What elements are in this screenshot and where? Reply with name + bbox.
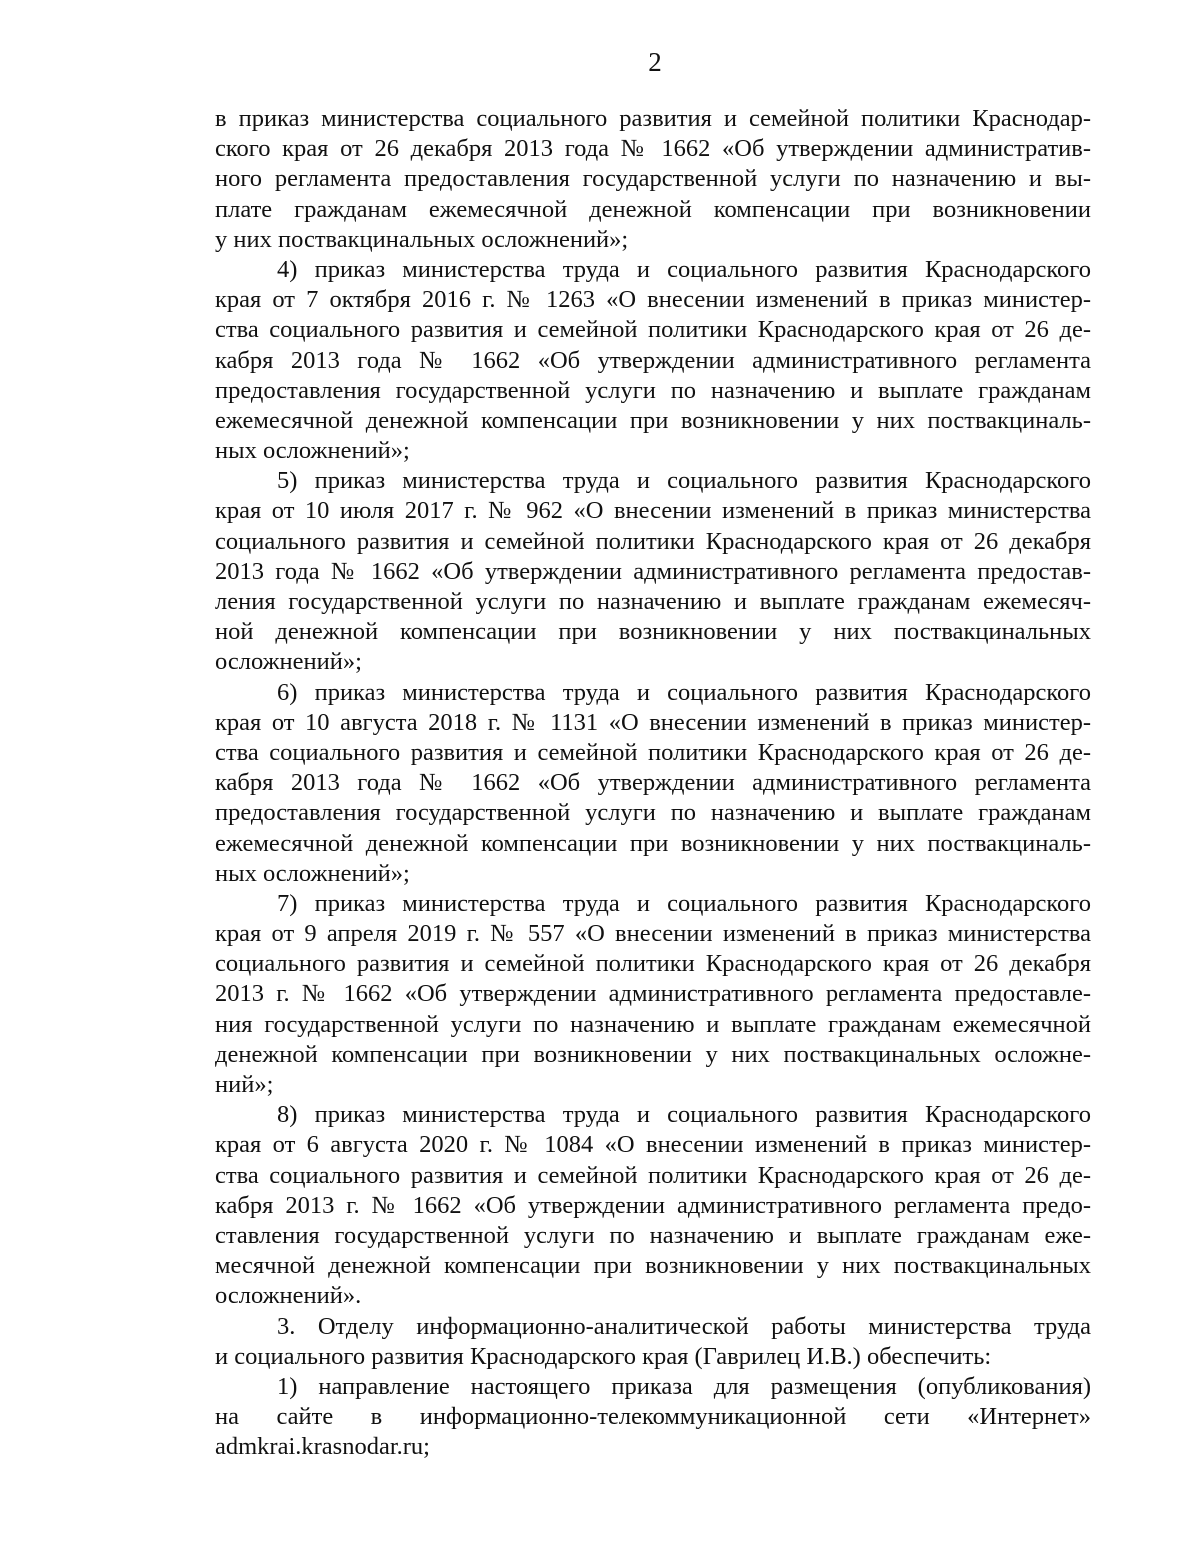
document-body [215, 104, 1091, 1462]
text-line: ежемесячной денежной компенсации при возникновении у них поствакциналь- [215, 829, 1091, 857]
text-line: предоставления государственной услуги по назначению и выплате гражданам [215, 799, 1091, 827]
text-line: 6) приказ министерства труда и социального развития Краснодарского [277, 678, 1091, 706]
text-line: ний»; [215, 1071, 274, 1098]
text-line: ства социального развития и семейной политики Краснодарского края от 26 де- [215, 1161, 1091, 1189]
text-line: осложнений». [215, 1282, 362, 1310]
text-line: края от 9 апреля 2019 г. № 557 «О внесении изменений в приказ министерства [215, 920, 1091, 948]
text-line: ского края от 26 декабря 2013 года № 1662 «Об утверждении административ- [215, 135, 1091, 163]
text-line: и социального развития Краснодарского края (Гаврилец И.В.) обеспечить: [215, 1342, 992, 1370]
text-line: кабря 2013 года № 1662 «Об утверждении административного регламента [215, 346, 1091, 374]
text-line: 5) приказ министерства труда и социального развития Краснодарского [277, 467, 1091, 495]
text-line: admkrai.krasnodar.ru; [215, 1433, 430, 1461]
text-line: края от 7 октября 2016 г. № 1263 «О внесении изменений в приказ министер- [215, 286, 1091, 314]
text-line: ной денежной компенсации при возникновении у них поствакцинальных [215, 618, 1091, 646]
text-line: ных осложнений»; [215, 859, 410, 887]
text-line: кабря 2013 г. № 1662 «Об утверждении административного регламента предо- [215, 1191, 1091, 1219]
text-line: ных осложнений»; [215, 437, 410, 465]
text-line: ства социального развития и семейной политики Краснодарского края от 26 де- [215, 316, 1091, 344]
text-line: в приказ министерства социального развития и семейной политики Краснодар- [215, 105, 1091, 132]
text-line: 8) приказ министерства труда и социального развития Краснодарского [277, 1101, 1091, 1129]
text-line: ежемесячной денежной компенсации при возникновении у них поствакциналь- [215, 406, 1091, 434]
text-line: кабря 2013 года № 1662 «Об утверждении административного регламента [215, 769, 1091, 797]
text-line: на сайте в информационно-телекоммуникационной сети «Интернет» [215, 1403, 1091, 1431]
text-line: месячной денежной компенсации при возникновении у них поствакцинальных [215, 1252, 1091, 1280]
text-line: 3. Отделу информационно-аналитической работы министерства труда [277, 1312, 1091, 1340]
text-line: 7) приказ министерства труда и социального развития Краснодарского [277, 889, 1091, 917]
text-line: ставления государственной услуги по назначению и выплате гражданам еже- [215, 1221, 1091, 1249]
text-line: края от 6 августа 2020 г. № 1084 «О внесении изменений в приказ министер- [215, 1131, 1091, 1159]
text-line: 2013 года № 1662 «Об утверждении административного регламента предостав- [215, 557, 1091, 585]
text-line: предоставления государственной услуги по назначению и выплате гражданам [215, 376, 1091, 404]
text-line: 4) приказ министерства труда и социального развития Краснодарского [277, 255, 1091, 283]
text-line: у них поствакцинальных осложнений»; [215, 225, 629, 253]
text-line: ния государственной услуги по назначению и выплате гражданам ежемесячной [215, 1010, 1091, 1038]
page-number: 2 [648, 47, 662, 77]
text-line: плате гражданам ежемесячной денежной компенсации при возникновении [215, 195, 1091, 223]
text-line: 2013 г. № 1662 «Об утверждении административного регламента предоставле- [215, 980, 1091, 1008]
text-line: социального развития и семейной политики Краснодарского края от 26 декабря [215, 527, 1091, 555]
text-line: осложнений»; [215, 648, 362, 676]
text-line: ного регламента предоставления государственной услуги по назначению и вы- [215, 165, 1091, 193]
text-line: ления государственной услуги по назначению и выплате гражданам ежемесяч- [215, 588, 1091, 615]
text-line: ства социального развития и семейной политики Краснодарского края от 26 де- [215, 738, 1091, 766]
text-line: социального развития и семейной политики Краснодарского края от 26 декабря [215, 950, 1091, 978]
text-line: 1) направление настоящего приказа для размещения (опубликования) [277, 1372, 1091, 1400]
text-line: края от 10 августа 2018 г. № 1131 «О внесении изменений в приказ министер- [215, 708, 1091, 736]
text-line: денежной компенсации при возникновении у них поствакцинальных осложне- [215, 1040, 1091, 1068]
text-line: края от 10 июля 2017 г. № 962 «О внесении изменений в приказ министерства [215, 497, 1091, 525]
